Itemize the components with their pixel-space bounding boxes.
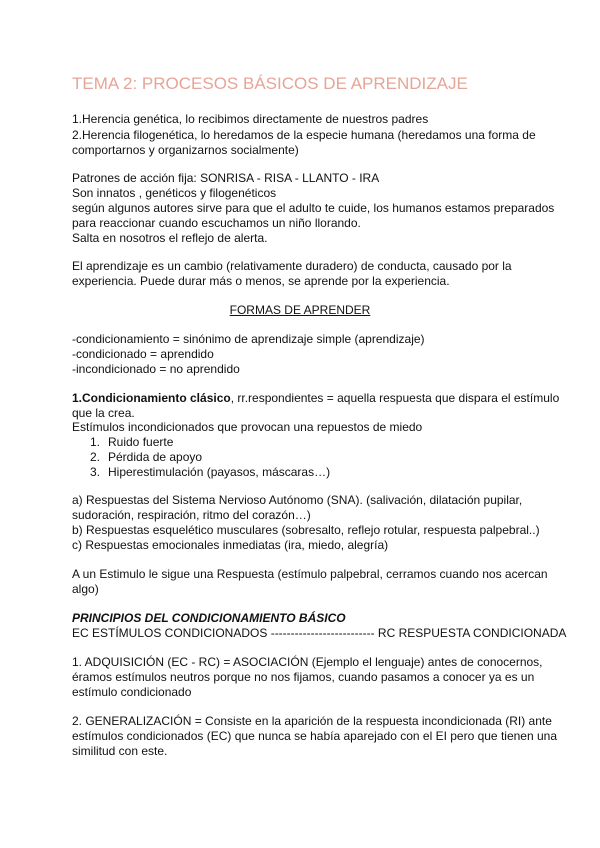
list-item	[90, 434, 173, 450]
estimulo-line-2: algo)	[72, 582, 99, 596]
clasico-line-2: que la crea.	[72, 406, 135, 420]
estimulo-line-1: A un Estimulo le sigue una Respuesta (estímulo palpebral, cerramos cuando nos acercan	[72, 567, 548, 581]
list-text: Hiperestimulación (payasos, máscaras…)	[108, 465, 331, 479]
generalizacion-line-2: estímulos condicionados (EC) que nunca se había aparejado con el EI pero que tienen una	[72, 729, 557, 743]
list-text: Pérdida de apoyo	[108, 450, 203, 464]
generalizacion-line-1: 2. GENERALIZACIÓN = Consiste en la aparición de la respuesta incondicionada (RI) ante	[72, 714, 552, 728]
clasico-bold: 1.Condicionamiento clásico	[72, 391, 231, 405]
definicion-line-2: -condicionado = aprendido	[72, 347, 214, 361]
list-number: 2.	[90, 450, 101, 464]
herencia-line-1: 1.Herencia genética, lo recibimos directamente de nuestros padres	[72, 112, 429, 126]
patrones-line-4: para reaccionar cuando escuchamos un niño llorando.	[72, 216, 361, 230]
definicion-line-1: -condicionamiento = sinónimo de aprendizaje simple (aprendizaje)	[72, 332, 425, 346]
list-text: Ruido fuerte	[108, 435, 174, 449]
formas-heading: FORMAS DE APRENDER	[229, 303, 371, 317]
adquisicion-line-3: estímulo condicionado	[72, 685, 192, 699]
patrones-line-5: Salta en nosotros el reflejo de alerta.	[72, 231, 268, 245]
aprendizaje-line-2: experiencia. Puede durar más o menos, se aprende por la experiencia.	[72, 274, 450, 288]
patrones-line-3: según algunos autores sirve para que el adulto te cuide, los humanos estamos preparados	[72, 201, 555, 215]
list-item	[90, 464, 330, 480]
list-number: 3.	[90, 465, 101, 479]
clasico-rest: , rr.respondientes = aquella respuesta que dispara el estímulo	[230, 391, 560, 405]
adquisicion-line-2: éramos estímulos neutros porque no nos fijamos, cuando pasamos a conocer ya es un	[72, 670, 535, 684]
patrones-line-2: Son innatos , genéticos y filogenéticos	[72, 186, 277, 200]
respuestas-line-4: c) Respuestas emocionales inmediatas (ira, miedo, alegría)	[72, 538, 389, 552]
page-title: TEMA 2: PROCESOS BÁSICOS DE APRENDIZAJE	[72, 74, 468, 93]
generalizacion-line-3: similitud con este.	[72, 744, 168, 758]
ec-rc-line: EC ESTÍMULOS CONDICIONADOS -------------------------- RC RESPUESTA CONDICIONADA	[72, 626, 567, 640]
definicion-line-3: -incondicionado = no aprendido	[72, 362, 240, 376]
respuestas-line-3: b) Respuestas esquelético musculares (sobresalto, reflejo rotular, respuesta palpebral..)	[72, 523, 540, 537]
herencia-line-2: 2.Herencia filogenética, lo heredamos de la especie humana (heredamos una forma de	[72, 128, 536, 142]
adquisicion-line-1: 1. ADQUISICIÓN (EC - RC) = ASOCIACIÓN (Ejemplo el lenguaje) antes de conocernos,	[72, 655, 543, 669]
list-number: 1.	[90, 435, 101, 449]
herencia-line-3: comportarnos y organizarnos socialmente)	[72, 143, 299, 157]
clasico-line-3: Estímulos incondicionados que provocan una repuestos de miedo	[72, 420, 423, 434]
principios-heading: PRINCIPIOS DEL CONDICIONAMIENTO BÁSICO	[72, 611, 346, 625]
aprendizaje-line-1: El aprendizaje es un cambio (relativamente duradero) de conducta, causado por la	[72, 259, 512, 273]
patrones-line-1: Patrones de acción fija: SONRISA - RISA - LLANTO - IRA	[72, 171, 380, 185]
list-item	[90, 449, 202, 465]
clasico-line-1	[72, 390, 559, 406]
respuestas-line-2: sudoración, respiración, ritmo del corazón…)	[72, 508, 311, 522]
respuestas-line-1: a) Respuestas del Sistema Nervioso Autónomo (SNA). (salivación, dilatación pupilar,	[72, 493, 523, 507]
